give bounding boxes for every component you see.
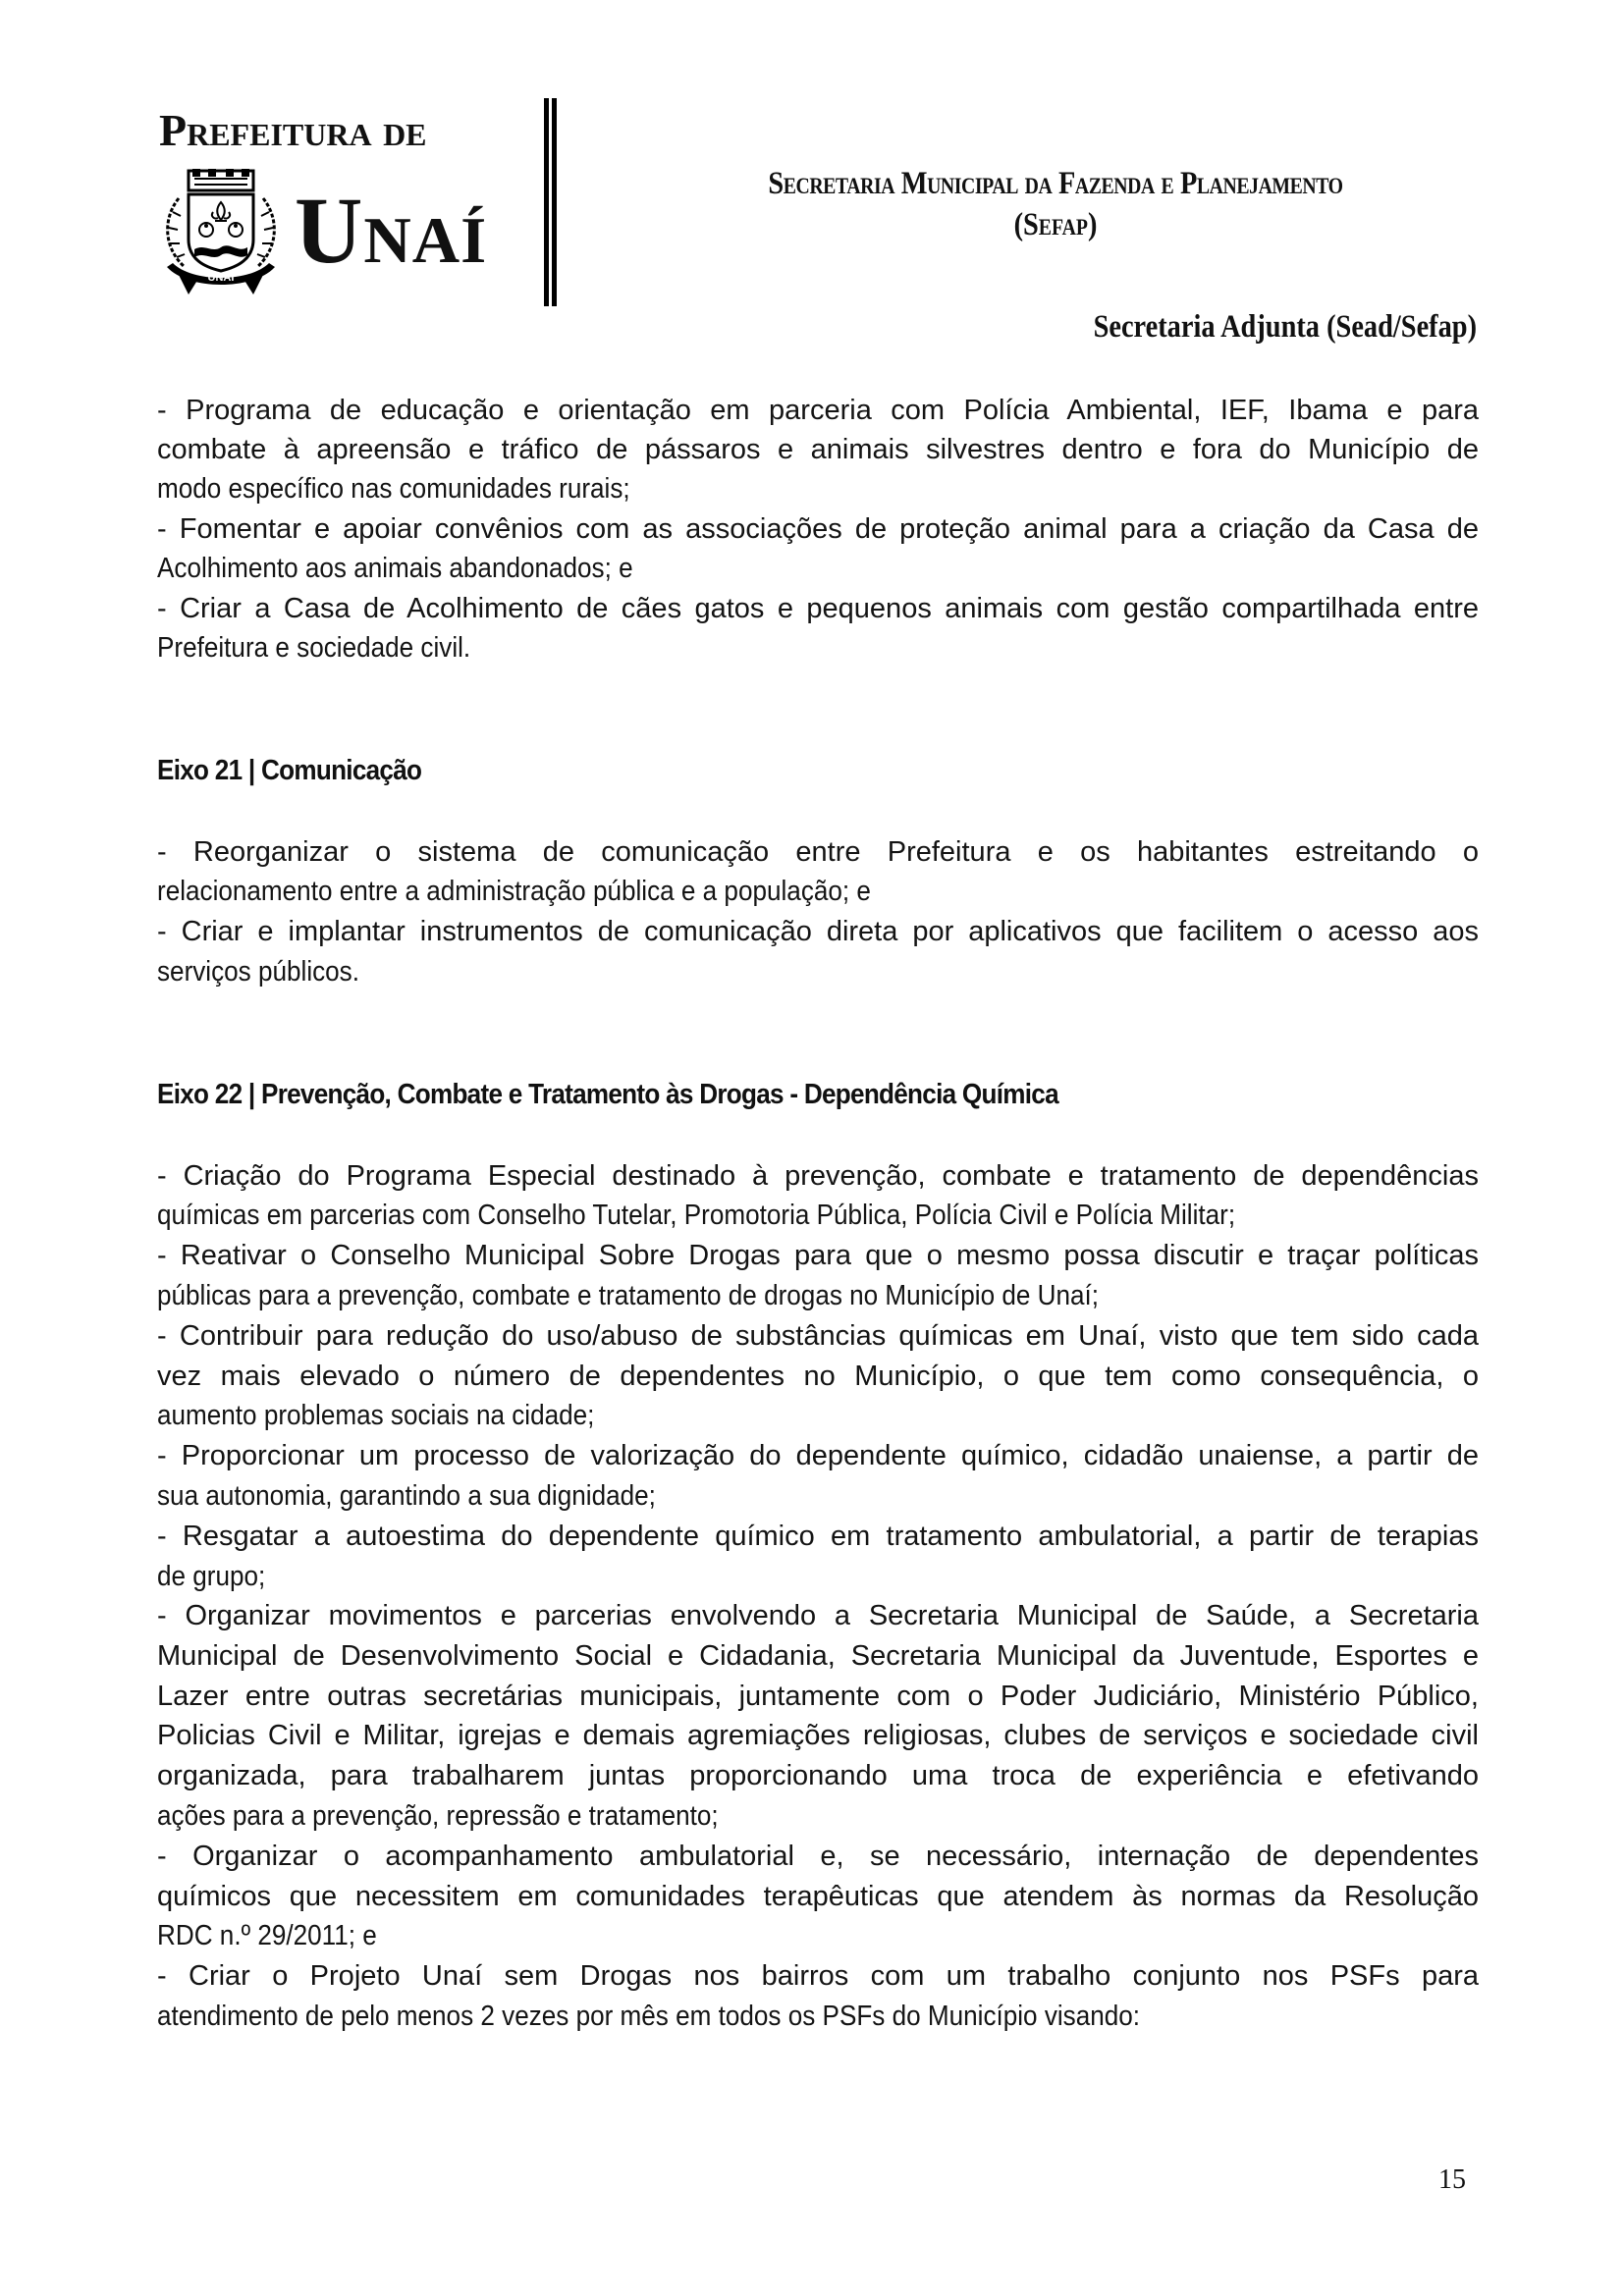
paragraph-line: Municipal de Desenvolvimento Social e Cidadania, Secretaria Municipal da Juventude, Esportes e (157, 1640, 1479, 1672)
paragraph-line: RDC n.º 29/2011; e (157, 1920, 377, 1951)
brand-logo (159, 169, 513, 296)
sefap-acronym: (Sefap) (1013, 207, 1098, 242)
paragraph-line: públicas para a prevenção, combate e tratamento de drogas no Município de Unaí; (157, 1280, 1100, 1311)
section-heading-eixo-22: Eixo 22 | Prevenção, Combate e Tratamento às Drogas - Dependência Química (157, 1079, 1058, 1110)
paragraph-line: aumento problemas sociais na cidade; (157, 1400, 595, 1431)
paragraph-line: - Fomentar e apoiar convênios com as associações de proteção animal para a criação da Casa de (157, 513, 1479, 545)
paragraph-line: Policias Civil e Militar, igrejas e demais agremiações religiosas, clubes de serviços e sociedade civil (157, 1720, 1479, 1751)
paragraph-line: - Reorganizar o sistema de comunicação entre Prefeitura e os habitantes estreitando o (157, 836, 1479, 868)
paragraph-line: - Contribuir para redução do uso/abuso de substâncias químicas em Unaí, visto que tem sido cada (157, 1320, 1479, 1352)
paragraph-line: Lazer entre outras secretárias municipais, juntamente com o Poder Judiciário, Ministério Público, (157, 1681, 1479, 1712)
paragraph-line: modo específico nas comunidades rurais; (157, 473, 630, 505)
paragraph-line: químicas em parcerias com Conselho Tutelar, Promotoria Pública, Polícia Civil e Polícia Militar; (157, 1200, 1236, 1231)
paragraph-line: serviços públicos. (157, 956, 359, 988)
prefeitura-de-label: Prefeitura de (159, 105, 427, 155)
paragraph-line: - Programa de educação e orientação em parceria com Polícia Ambiental, IEF, Ibama e para (157, 395, 1479, 426)
municipal-coat-of-arms-icon (159, 169, 283, 296)
paragraph-line: vez mais elevado o número de dependentes no Município, o que tem como consequência, o (157, 1361, 1479, 1392)
paragraph-line: químicos que necessitem em comunidades terapêuticas que atendem às normas da Resolução (157, 1881, 1479, 1912)
paragraph-line: ações para a prevenção, repressão e tratamento; (157, 1800, 719, 1832)
paragraph-line: de grupo; (157, 1561, 266, 1592)
paragraph-line: - Criar a Casa de Acolhimento de cães gatos e pequenos animais com gestão compartilhada entre (157, 593, 1479, 624)
paragraph-line: - Criação do Programa Especial destinado à prevenção, combate e tratamento de dependências (157, 1160, 1479, 1192)
paragraph-line: - Proporcionar um processo de valorização do dependente químico, cidadão unaiense, a partir de (157, 1440, 1479, 1471)
paragraph-line: - Resgatar a autoestima do dependente químico em tratamento ambulatorial, a partir de terapias (157, 1521, 1479, 1552)
header-divider-line (552, 98, 557, 306)
paragraph-line: sua autonomia, garantindo a sua dignidade; (157, 1480, 656, 1512)
page-number: 15 (1438, 2164, 1466, 2195)
paragraph-line: combate à apreensão e tráfico de pássaros e animais silvestres dentro e fora do Município de (157, 434, 1479, 465)
paragraph-line: - Criar e implantar instrumentos de comunicação direta por aplicativos que facilitem o acesso aos (157, 916, 1479, 947)
paragraph-line: relacionamento entre a administração pública e a população; e (157, 876, 871, 907)
header-divider-line (544, 98, 549, 306)
paragraph-line: - Organizar o acompanhamento ambulatorial e, se necessário, internação de dependentes (157, 1841, 1479, 1872)
prefeitura-title (159, 106, 513, 155)
paragraph-line: organizada, para trabalharem juntas proporcionando uma troca de experiência e efetivando (157, 1760, 1479, 1791)
secretaria-block (628, 163, 1483, 245)
svg-text:UNAÍ: UNAÍ (207, 272, 235, 284)
paragraph-line: - Criar o Projeto Unaí sem Drogas nos bairros com um trabalho conjunto nos PSFs para (157, 1960, 1479, 1992)
section-heading-eixo-21: Eixo 21 | Comunicação (157, 755, 422, 786)
secretaria-title: Secretaria Municipal da Fazenda e Planejamento (768, 166, 1343, 201)
paragraph-line: - Organizar movimentos e parcerias envolvendo a Secretaria Municipal de Saúde, a Secretaria (157, 1600, 1479, 1631)
paragraph-line: atendimento de pelo menos 2 vezes por mês em todos os PSFs do Município visando: (157, 2001, 1141, 2032)
paragraph-line: - Reativar o Conselho Municipal Sobre Drogas para que o mesmo possa discutir e traçar políticas (157, 1240, 1479, 1271)
paragraph-line: Prefeitura e sociedade civil. (157, 632, 471, 664)
city-name: Unaí (295, 178, 488, 283)
secretaria-adjunta-label: Secretaria Adjunta (Sead/Sefap) (1093, 309, 1477, 345)
paragraph-line: Acolhimento aos animais abandonados; e (157, 553, 633, 584)
